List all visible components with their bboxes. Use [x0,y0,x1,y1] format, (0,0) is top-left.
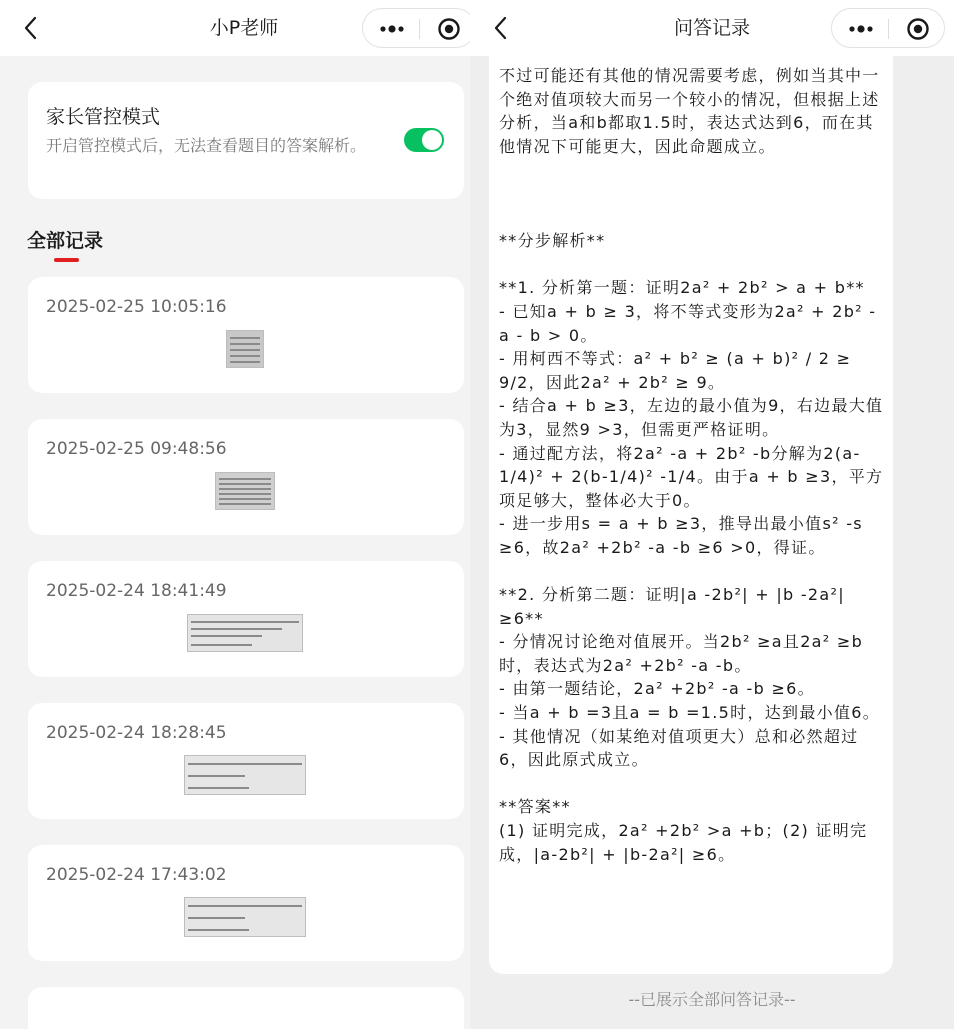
record-card[interactable] [28,561,464,677]
record-thumbnail[interactable] [184,755,306,795]
left-navbar [0,0,470,56]
answer-card [489,56,893,974]
parent-control-title: 家长管控模式 [46,106,161,128]
page-title: 问答记录 [673,17,750,39]
capsule-divider [888,19,889,39]
record-time: 2025-02-25 09:48:56 [46,439,227,459]
mini-program-capsule [362,8,470,48]
toggle-knob [422,130,442,150]
more-icon[interactable] [846,19,876,39]
record-thumbnail[interactable] [184,897,306,937]
parent-control-toggle[interactable] [404,128,444,152]
close-target-icon[interactable] [437,17,461,41]
section-underline [54,258,79,262]
right-pane [470,0,954,1029]
record-thumbnail[interactable] [187,614,303,652]
page-title: 小P老师 [209,17,279,39]
close-target-icon[interactable] [906,17,930,41]
record-card[interactable] [28,845,464,961]
record-card[interactable] [28,987,464,1029]
record-thumbnail[interactable] [226,330,264,368]
record-time: 2025-02-25 10:05:16 [46,297,227,317]
left-pane [0,0,470,1029]
record-time: 2025-02-24 17:43:02 [46,865,227,885]
back-arrow-icon[interactable] [18,14,46,42]
right-navbar [470,0,954,56]
capsule-divider [419,19,420,39]
more-icon[interactable] [377,19,407,39]
record-time: 2025-02-24 18:41:49 [46,581,227,601]
answer-text: 不过可能还有其他的情况需要考虑，例如当其中一个绝对值项较大而另一个较小的情况，但根据上述分析，当a和b都取1.5时，表达式达到6，而在其他情况下可能更大，因此命题成立。 **分步解析** **1. 分析第一题：证明2a² + 2b² > a + b** - 已知a + b ≥ 3，将不等式变形为2a² + 2b² - a - b > 0。 - 用柯西不等式：a² + b² ≥ (a + b)² / 2 ≥ 9/2，因此2a² + 2b² ≥ 9。 - 结合a + b ≥3，左边的最小值为9，右边最大值为3，显然9 >3，但需更严格证明。 - 通过配方法，将2a² -a + 2b² -b分解为2(a-1/4)² + 2(b-1/4)² -1/4。由于a + b ≥3，平方项足够大，整体必大于0。 - 进一步用s = a + b ≥3，推导出最小值s² -s ≥6，故2a² +2b² -a -b ≥6 >0，得证。 **2. 分析第二题：证明|a -2b²| + |b -2a²| ≥6** - 分情况讨论绝对值展开。当2b² ≥a且2a² ≥b时，表达式为2a² +2b² -a -b。 - 由第一题结论，2a² +2b² -a -b ≥6。 - 当a + b =3且a = b =1.5时，达到最小值6。 - 其他情况（如某绝对值项更大）总和必然超过6，因此原式成立。 **答案** (1) 证明完成，2a² +2b² >a +b；(2) 证明完成，|a-2b²| + |b-2a²| ≥6。 [499,66,884,864]
back-arrow-icon[interactable] [488,14,516,42]
parent-control-card [28,82,464,199]
end-of-records-label: --已展示全部问答记录-- [628,990,796,1009]
record-thumbnail[interactable] [215,472,275,510]
record-time: 2025-02-24 18:28:45 [46,723,227,743]
record-card[interactable] [28,703,464,819]
record-card[interactable] [28,277,464,393]
parent-control-description: 开启管控模式后，无法查看题目的答案解析。 [46,136,367,155]
section-title-all-records: 全部记录 [27,230,104,252]
record-card[interactable] [28,419,464,535]
mini-program-capsule [831,8,945,48]
